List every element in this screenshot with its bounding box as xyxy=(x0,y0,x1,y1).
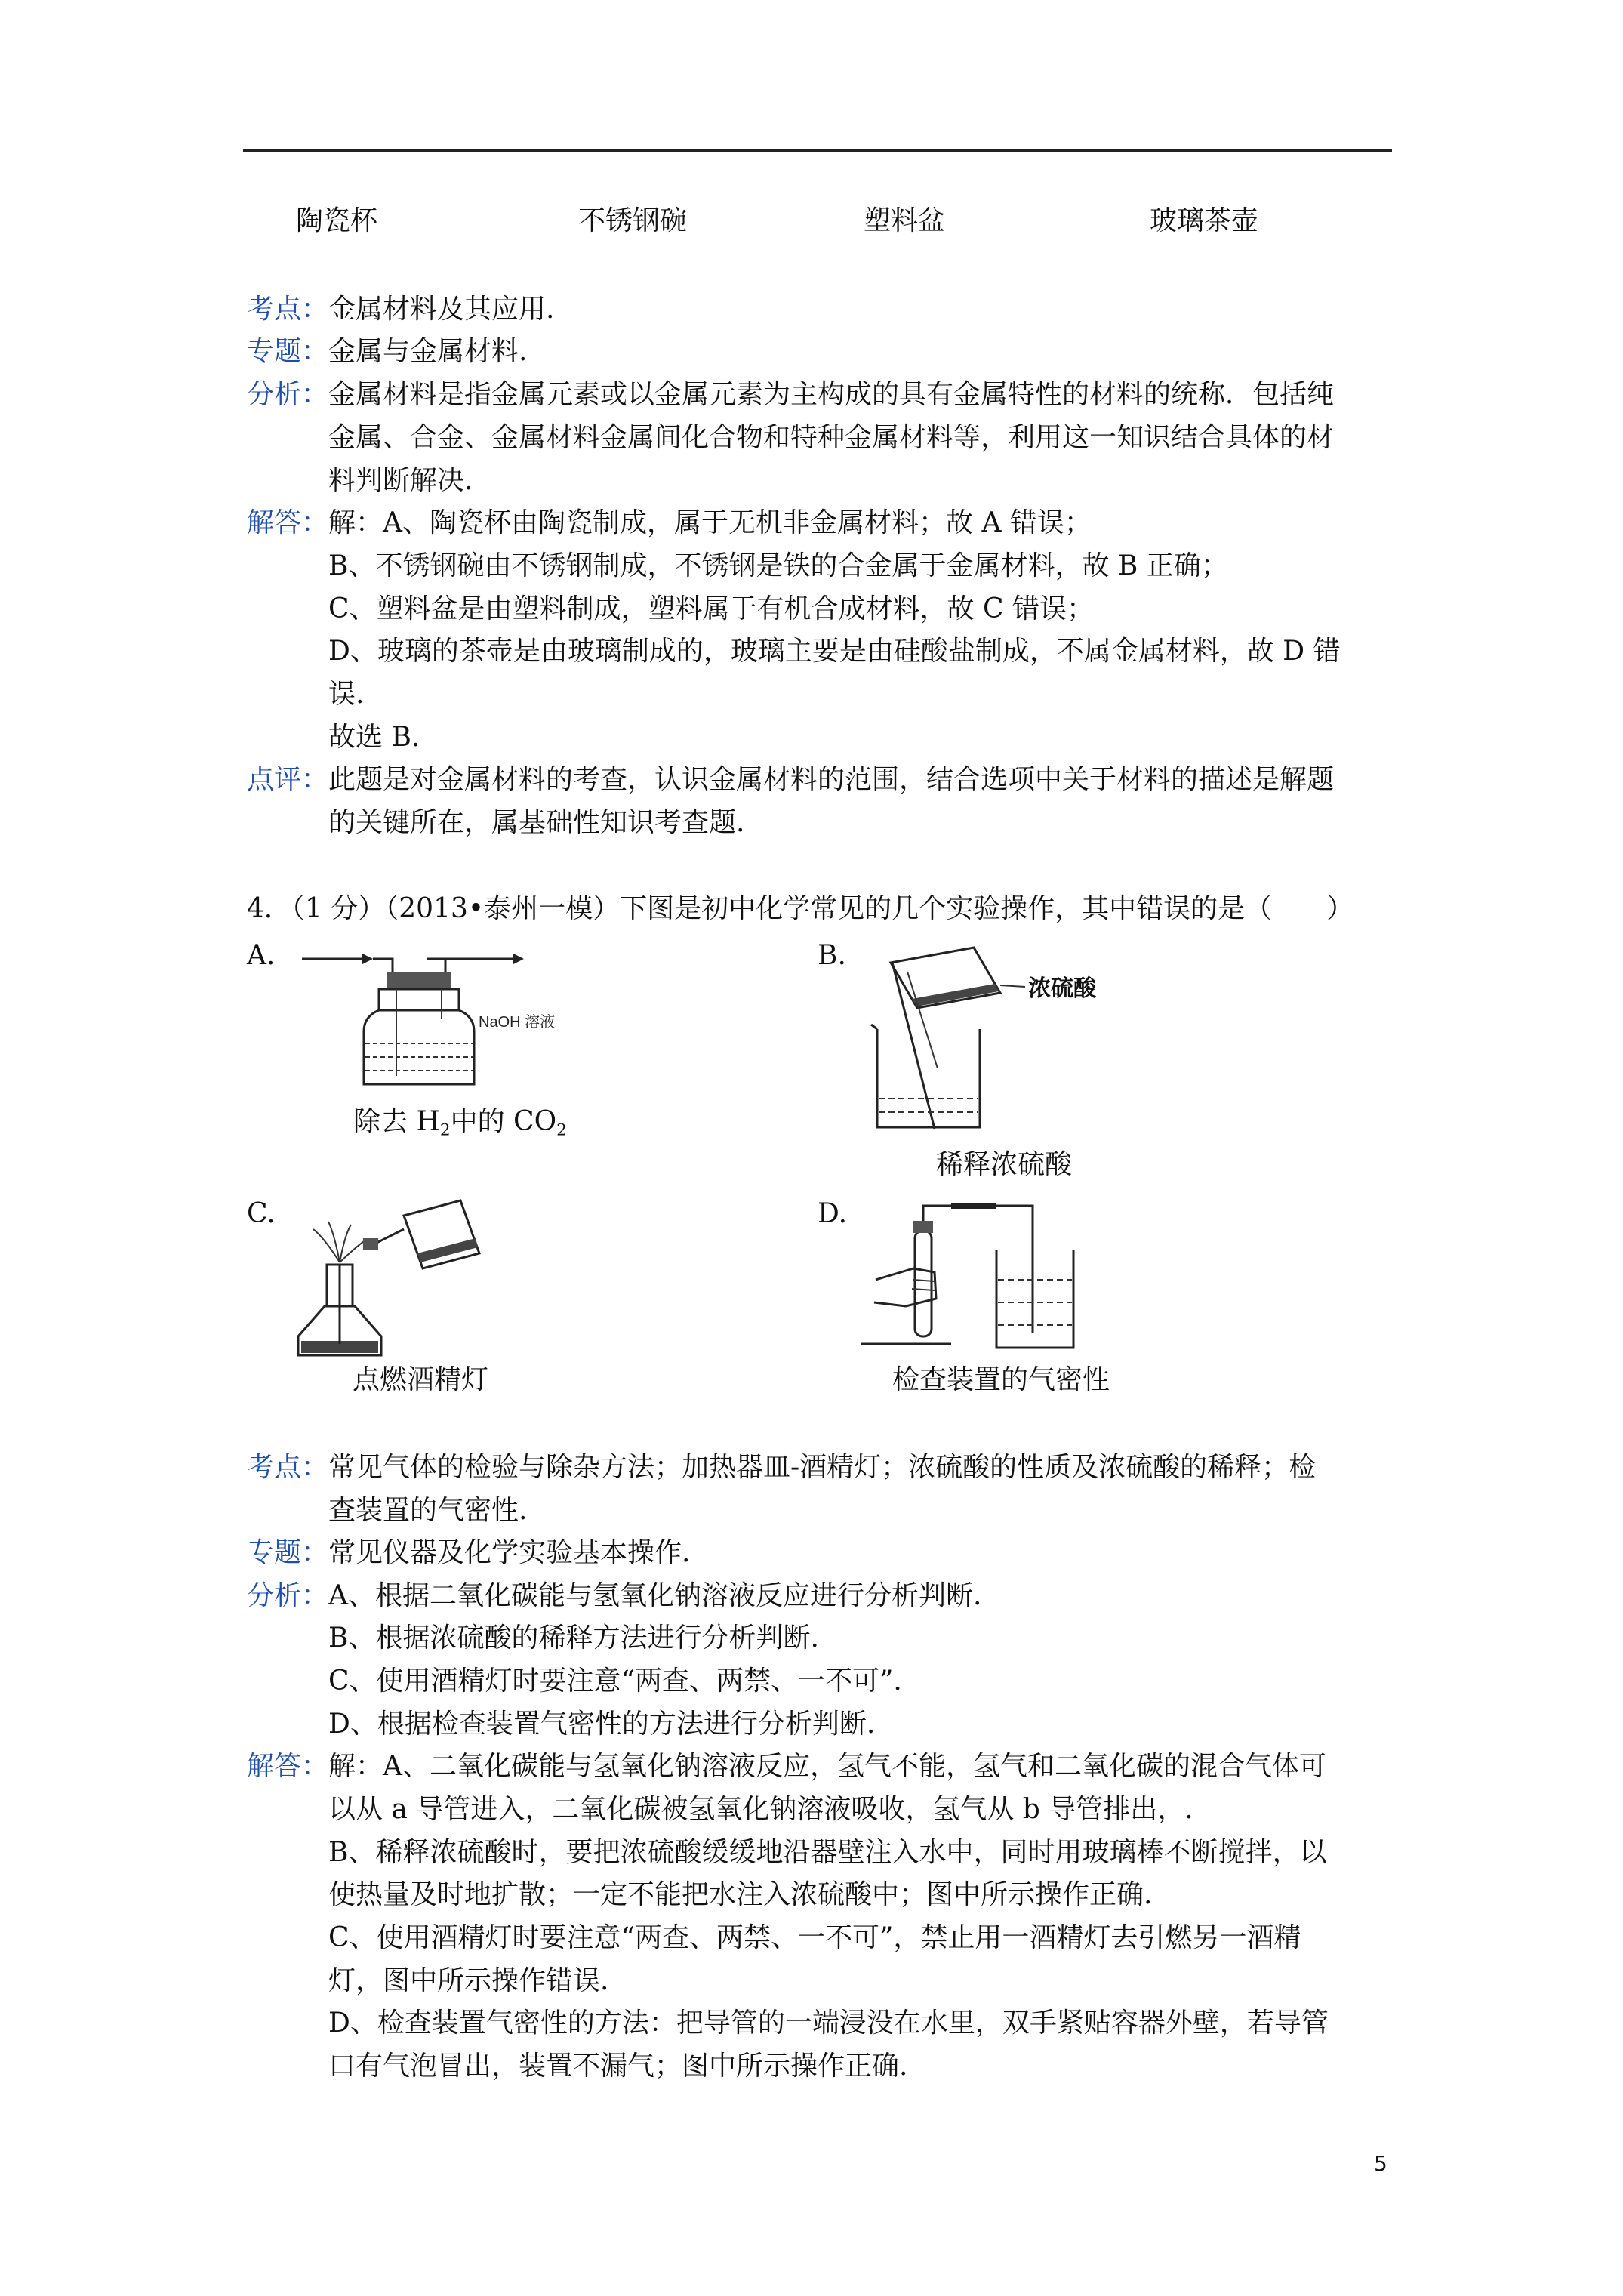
q3-jieda-line: B、不锈钢碗由不锈钢制成，不锈钢是铁的合金属于金属材料，故 B 正确； xyxy=(328,550,1228,581)
page-number: 5 xyxy=(1374,2151,1387,2176)
q4-fenxi-line: C、使用酒精灯时要注意“两查、两禁、一不可”. xyxy=(328,1666,902,1697)
q3-fenxi-line: 料判断解决. xyxy=(328,465,473,496)
q3-fenxi-line: 金属材料是指金属元素或以金属元素为主构成的具有金属特性的材料的统称．包括纯 xyxy=(328,379,1335,410)
q3-dianping-line: 此题是对金属材料的考查，认识金属材料的范围，结合选项中关于材料的描述是解题 xyxy=(328,764,1335,795)
gas-wash-bottle-figure xyxy=(294,944,556,1095)
q4-jieda-line: 以从 a 导管进入，二氧化碳被氢氧化钠溶液吸收，氢气从 b 导管排出，. xyxy=(328,1794,1193,1825)
q3-zhuanti-label: 专题： xyxy=(247,336,329,367)
q4-option-a-letter: A. xyxy=(247,940,276,971)
q3-jieda-label: 解答： xyxy=(247,507,329,538)
conc-acid-label: 浓硫酸 xyxy=(1028,975,1096,1002)
q4-kaodian-label: 考点： xyxy=(247,1452,329,1483)
q3-jieda-line: D、玻璃的茶壶是由玻璃制成的，玻璃主要是由硅酸盐制成，不属金属材料，故 D 错 xyxy=(328,636,1341,667)
q4-fenxi-line: A、根据二氧化碳能与氢氧化钠溶液反应进行分析判断. xyxy=(328,1580,982,1611)
naoh-label: NaOH 溶液 xyxy=(479,1014,556,1031)
q3-kaodian-text: 金属材料及其应用. xyxy=(328,294,555,325)
q4-option-d-letter: D. xyxy=(818,1198,848,1229)
q4-fenxi-line: D、根据检查装置气密性的方法进行分析判断. xyxy=(328,1709,876,1740)
option-text-3: 塑料盆 xyxy=(864,205,946,236)
q3-dianping-label: 点评： xyxy=(247,764,329,795)
q4-jieda-line: C、使用酒精灯时要注意“两查、两禁、一不可”，禁止用一酒精灯去引燃另一酒精 xyxy=(328,1922,1301,1953)
q3-jieda-line: 解：A、陶瓷杯由陶瓷制成，属于无机非金属材料；故 A 错误； xyxy=(328,507,1092,538)
q4-option-b-caption: 稀释浓硫酸 xyxy=(936,1149,1073,1180)
q4-jieda-line: B、稀释浓硫酸时，要把浓硫酸缓缓地沿器壁注入水中，同时用玻璃棒不断搅拌，以 xyxy=(328,1837,1327,1868)
q3-fenxi-label: 分析： xyxy=(247,379,329,410)
airtightness-figure xyxy=(861,1197,1087,1370)
option-text-4: 玻璃茶壶 xyxy=(1150,205,1259,236)
q4-jieda-line: 解：A、二氧化碳能与氢氧化钠溶液反应，氢气不能，氢气和二氧化碳的混合气体可 xyxy=(328,1751,1326,1782)
q4-stem: 4．（1 分）（2013•泰州一模）下图是初中化学常见的几个实验操作，其中错误的是（ ） xyxy=(247,893,1354,924)
q4-kaodian-line: 常见气体的检验与除杂方法；加热器皿-酒精灯；浓硫酸的性质及浓硫酸的稀释；检 xyxy=(328,1452,1317,1483)
q3-kaodian-label: 考点： xyxy=(247,294,329,325)
q3-jieda-line: C、塑料盆是由塑料制成，塑料属于有机合成材料，故 C 错误； xyxy=(328,593,1094,624)
q4-zhuanti-label: 专题： xyxy=(247,1537,329,1568)
option-text-2: 不锈钢碗 xyxy=(578,205,688,236)
q3-jieda-line: 误. xyxy=(328,679,365,710)
alcohol-lamp-figure xyxy=(291,1193,487,1367)
q4-jieda-line: 灯，图中所示操作错误. xyxy=(328,1965,609,1996)
q4-fenxi-label: 分析： xyxy=(247,1580,329,1611)
q4-jieda-line: 口有气泡冒出，装置不漏气；图中所示操作正确. xyxy=(328,2051,908,2082)
q4-jieda-label: 解答： xyxy=(247,1751,329,1782)
q3-fenxi-line: 金属、合金、金属材料金属间化合物和特种金属材料等，利用这一知识结合具体的材 xyxy=(328,422,1335,453)
q4-kaodian-line: 查装置的气密性. xyxy=(328,1495,528,1526)
q4-jieda-line: D、检查装置气密性的方法：把导管的一端浸没在水里，双手紧贴容器外壁，若导管 xyxy=(328,2008,1329,2039)
q4-option-b-letter: B. xyxy=(818,940,846,971)
dilute-acid-figure xyxy=(861,940,1147,1136)
q3-dianping-line: 的关键所在，属基础性知识考查题. xyxy=(328,807,745,838)
q4-fenxi-line: B、根据浓硫酸的稀释方法进行分析判断. xyxy=(328,1623,819,1653)
q4-zhuanti-text: 常见仪器及化学实验基本操作. xyxy=(328,1537,691,1568)
q3-zhuanti-text: 金属与金属材料. xyxy=(328,336,528,367)
q4-option-d-caption: 检查装置的气密性 xyxy=(892,1364,1110,1395)
option-text-1: 陶瓷杯 xyxy=(296,205,378,236)
q4-jieda-line: 使热量及时地扩散；一定不能把水注入浓硫酸中；图中所示操作正确. xyxy=(328,1879,1153,1910)
q3-jieda-line: 故选 B. xyxy=(328,722,420,753)
q4-option-a-caption: 除去 $H_2$中的 $CO_2$ xyxy=(353,1106,567,1140)
q4-option-c-letter: C. xyxy=(247,1198,276,1229)
header-rule xyxy=(243,149,1392,152)
q4-option-c-caption: 点燃酒精灯 xyxy=(353,1364,489,1395)
